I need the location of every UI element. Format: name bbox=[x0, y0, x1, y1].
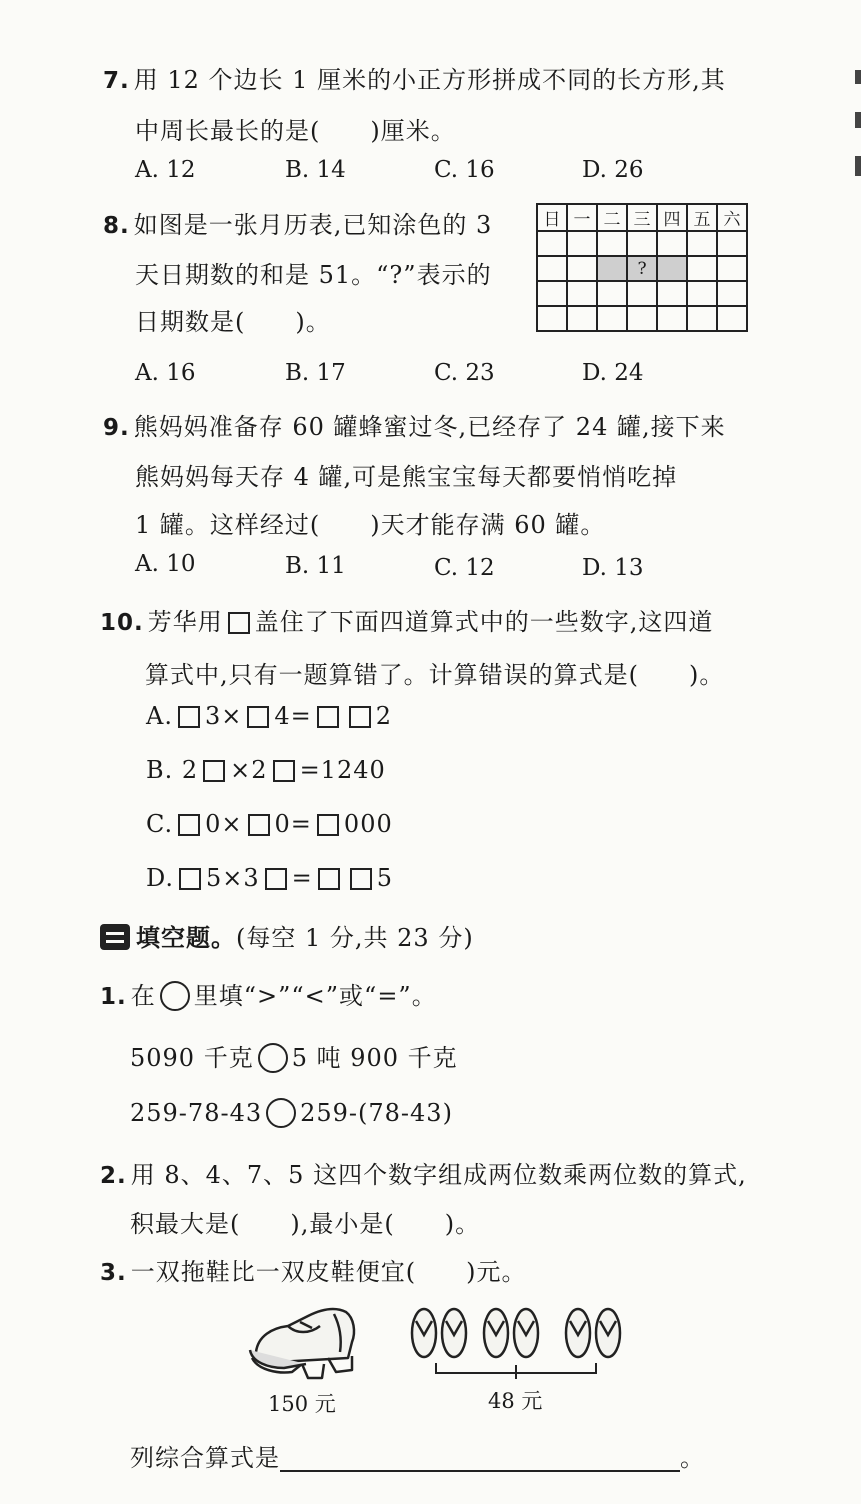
blank-box bbox=[203, 760, 225, 782]
q7-number: 7. bbox=[103, 68, 130, 94]
expr-part: 3× bbox=[204, 702, 243, 730]
q7-option-b[interactable]: B. 14 bbox=[285, 157, 346, 183]
q7-line2: 中周长最长的是( )厘米。 bbox=[135, 117, 456, 145]
q9-line3: 1 罐。这样经过( )天才能存满 60 罐。 bbox=[135, 511, 606, 539]
q7-option-c[interactable]: C. 16 bbox=[434, 157, 495, 183]
f2-text1: 用 8、4、7、5 这四个数字组成两位数乘两位数的算式, bbox=[130, 1161, 747, 1189]
expr-part: 0× bbox=[205, 810, 243, 838]
blank-box bbox=[273, 760, 295, 782]
section-2-header bbox=[100, 918, 474, 953]
q10-option-d[interactable] bbox=[146, 864, 393, 892]
f1-number: 1. bbox=[100, 984, 127, 1010]
q8-text1: 如图是一张月历表,已知涂色的 3 bbox=[133, 211, 493, 239]
blank-box bbox=[349, 706, 371, 728]
q8-option-d[interactable]: D. 24 bbox=[582, 360, 644, 386]
calendar-header-cell: 三 bbox=[627, 204, 657, 231]
f3-formula-line bbox=[130, 1438, 705, 1473]
q8-option-c[interactable]: C. 23 bbox=[434, 360, 495, 386]
leather-shoe-icon bbox=[248, 1298, 360, 1380]
q9-line2: 熊妈妈每天存 4 罐,可是熊宝宝每天都要悄悄吃掉 bbox=[135, 463, 678, 491]
slippers-price: 48 元 bbox=[488, 1389, 543, 1413]
calendar-row bbox=[537, 231, 747, 256]
calendar-header-cell: 六 bbox=[717, 204, 747, 231]
expr-right: 5 吨 900 千克 bbox=[291, 1044, 458, 1072]
q8-line1 bbox=[103, 205, 492, 240]
q10-option-a[interactable] bbox=[146, 702, 392, 730]
q9-text1: 熊妈妈准备存 60 罐蜂蜜过冬,已经存了 24 罐,接下来 bbox=[133, 413, 726, 441]
section-title: 填空题。 bbox=[136, 923, 236, 952]
compare-circle[interactable] bbox=[266, 1098, 296, 1128]
f3-line1 bbox=[100, 1252, 526, 1287]
f2-line1 bbox=[100, 1155, 747, 1190]
calendar-row bbox=[537, 306, 747, 331]
q8-line2: 天日期数的和是 51。“?”表示的 bbox=[135, 261, 492, 289]
q8-option-b[interactable]: B. 17 bbox=[285, 360, 346, 386]
section-note: (每空 1 分,共 23 分) bbox=[236, 924, 474, 952]
option-label: B. 2 bbox=[146, 756, 199, 784]
expr-part: 5 bbox=[376, 864, 394, 892]
q9-line1 bbox=[103, 407, 726, 442]
expr-part: 2 bbox=[375, 702, 393, 730]
q10-text1b: 盖住了下面四道算式中的一些数字,这四道 bbox=[254, 608, 714, 636]
f1-expression-2 bbox=[130, 1098, 453, 1128]
q10-line1 bbox=[100, 602, 713, 637]
blank-box bbox=[178, 814, 200, 836]
q8-line3: 日期数是( )。 bbox=[135, 308, 331, 336]
f1-text-a: 在 bbox=[130, 982, 156, 1010]
expr-left: 5090 千克 bbox=[130, 1044, 254, 1072]
q10-number: 10. bbox=[100, 610, 144, 636]
period-mark: 。 bbox=[680, 1444, 705, 1472]
blank-box bbox=[265, 868, 287, 890]
blank-box bbox=[248, 814, 270, 836]
q9-option-d[interactable]: D. 13 bbox=[582, 555, 644, 581]
slippers-icon bbox=[408, 1305, 634, 1387]
blank-box bbox=[350, 868, 372, 890]
option-label: A. bbox=[146, 702, 173, 730]
q9-option-a[interactable]: A. 10 bbox=[135, 551, 196, 577]
q8-number: 8. bbox=[103, 213, 130, 239]
q7-option-d[interactable]: D. 26 bbox=[582, 157, 644, 183]
expr-part: ×2 bbox=[230, 756, 268, 784]
q9-number: 9. bbox=[103, 415, 130, 441]
expr-part: = bbox=[291, 864, 313, 892]
calendar-row bbox=[537, 256, 747, 281]
calendar-header-cell: 二 bbox=[597, 204, 627, 231]
q8-option-a[interactable]: A. 16 bbox=[135, 360, 196, 386]
formula-answer-blank[interactable] bbox=[280, 1446, 680, 1472]
page-edge-mark bbox=[855, 70, 861, 84]
q7-line1 bbox=[103, 60, 726, 95]
page-edge-mark bbox=[855, 156, 861, 176]
compare-circle[interactable] bbox=[258, 1043, 288, 1073]
f2-number: 2. bbox=[100, 1163, 127, 1189]
f3-text1: 一双拖鞋比一双皮鞋便宜( )元。 bbox=[130, 1258, 527, 1286]
calendar-header-cell: 五 bbox=[687, 204, 717, 231]
q10-option-c[interactable] bbox=[146, 810, 393, 838]
calendar-header-row bbox=[537, 204, 747, 231]
shoe-price: 150 元 bbox=[268, 1392, 336, 1416]
q7-text1: 用 12 个边长 1 厘米的小正方形拼成不同的长方形,其 bbox=[133, 66, 726, 94]
f1-text-b: 里填“>”“<”或“=”。 bbox=[193, 982, 437, 1010]
calendar-header-cell: 一 bbox=[567, 204, 597, 231]
calendar-shaded-cell bbox=[597, 256, 627, 281]
q7-option-a[interactable]: A. 12 bbox=[135, 157, 196, 183]
circle-blank-icon bbox=[160, 981, 190, 1011]
calendar-table bbox=[536, 203, 748, 332]
f1-line1 bbox=[100, 976, 437, 1011]
formula-label: 列综合算式是 bbox=[130, 1444, 280, 1472]
section-two-icon bbox=[100, 924, 130, 950]
cover-box-icon bbox=[228, 612, 250, 634]
q10-option-b[interactable] bbox=[146, 756, 386, 784]
blank-box bbox=[317, 814, 339, 836]
f3-number: 3. bbox=[100, 1260, 127, 1286]
expr-part: =1240 bbox=[299, 756, 386, 784]
f2-line2: 积最大是( ),最小是( )。 bbox=[130, 1210, 481, 1238]
q9-option-b[interactable]: B. 11 bbox=[285, 553, 346, 579]
option-label: D. bbox=[146, 864, 175, 892]
calendar-header-cell: 四 bbox=[657, 204, 687, 231]
blank-box bbox=[317, 706, 339, 728]
expr-part: 0= bbox=[274, 810, 312, 838]
calendar-question-cell: ? bbox=[627, 256, 657, 281]
expr-part: 4= bbox=[274, 702, 312, 730]
blank-box bbox=[247, 706, 269, 728]
expr-part: 000 bbox=[343, 810, 393, 838]
calendar-shaded-cell bbox=[657, 256, 687, 281]
q10-text1a: 芳华用 bbox=[147, 608, 223, 636]
option-label: C. bbox=[146, 810, 174, 838]
blank-box bbox=[179, 868, 201, 890]
f1-expression-1 bbox=[130, 1038, 458, 1073]
blank-box bbox=[318, 868, 340, 890]
q10-line2: 算式中,只有一题算错了。计算错误的算式是( )。 bbox=[145, 661, 725, 689]
calendar-header-cell: 日 bbox=[537, 204, 567, 231]
page-edge-mark bbox=[855, 112, 861, 128]
q9-option-c[interactable]: C. 12 bbox=[434, 555, 495, 581]
expr-part: 5×3 bbox=[206, 864, 260, 892]
calendar-row bbox=[537, 281, 747, 306]
expr-left: 259-78-43 bbox=[130, 1099, 263, 1127]
expr-right: 259-(78-43) bbox=[300, 1099, 453, 1127]
blank-box bbox=[178, 706, 200, 728]
